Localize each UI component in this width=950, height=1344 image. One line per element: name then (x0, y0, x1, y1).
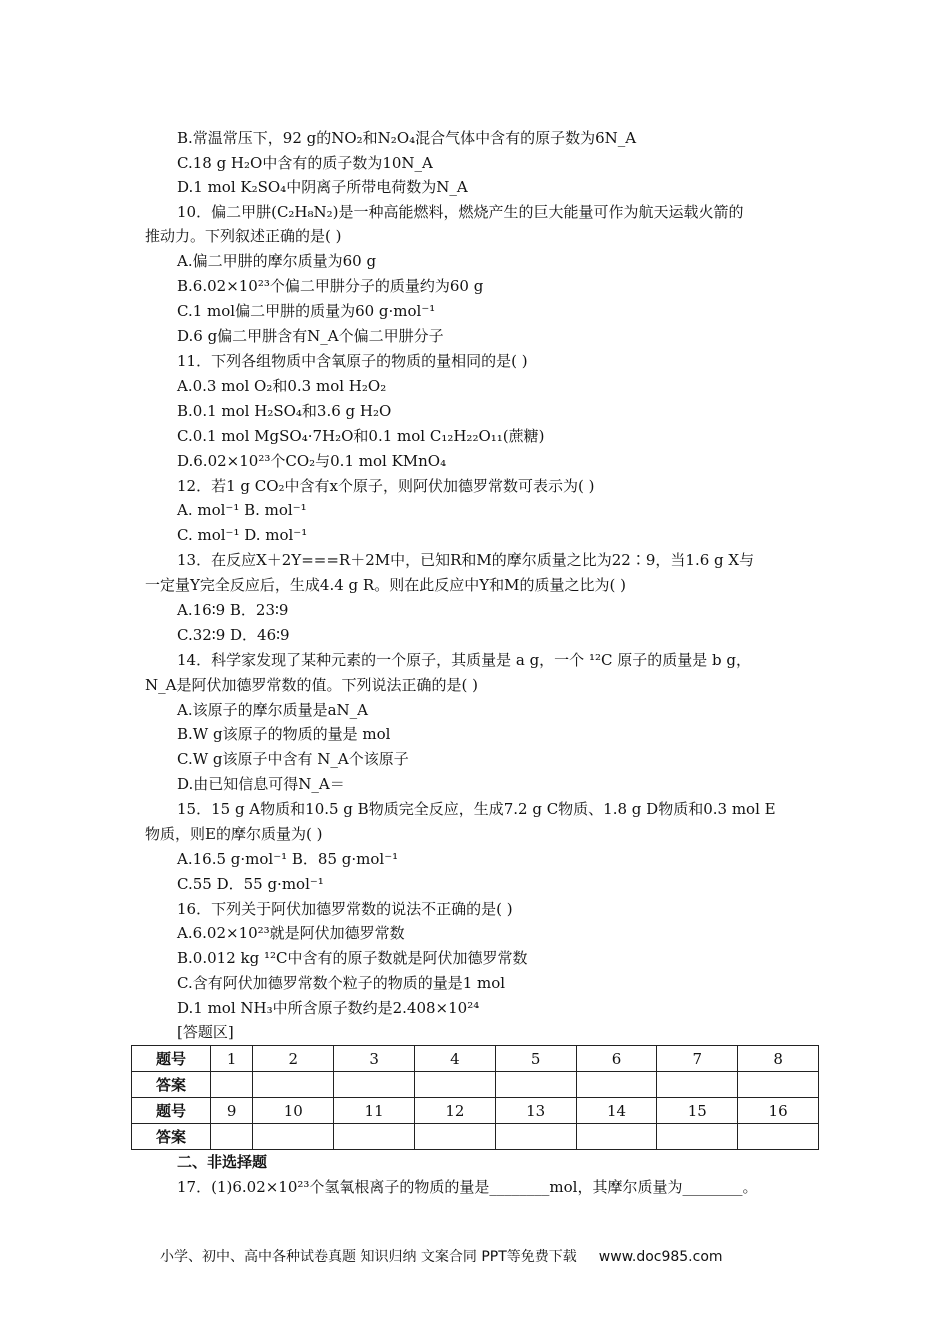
q14-option-c: C.W g该原子中含有 N_A个该原子 (177, 750, 409, 768)
answer-cell[interactable] (576, 1124, 657, 1150)
q11-option-d: D.6.02×10²³个CO₂与0.1 mol KMnO₄ (177, 452, 447, 470)
answer-area-label: [答题区] (177, 1023, 234, 1041)
q12-stem: 12．若1 g CO₂中含有x个原子，则阿伏加德罗常数可表示为( ) (177, 477, 595, 495)
question-number: 15 (657, 1098, 738, 1124)
answer-cell[interactable] (211, 1072, 253, 1098)
answer-cell[interactable] (415, 1124, 496, 1150)
answer-cell[interactable] (334, 1124, 415, 1150)
answer-cell[interactable] (253, 1124, 334, 1150)
q13-stem-2: 一定量Y完全反应后，生成4.4 g R。则在此反应中Y和M的质量之比为( ) (145, 576, 626, 594)
q9-option-d: D.1 mol K₂SO₄中阴离子所带电荷数为N_A (177, 178, 468, 196)
q12-options-ab: A. mol⁻¹ B. mol⁻¹ (177, 501, 307, 519)
answer-cell[interactable] (738, 1072, 819, 1098)
answer-cell[interactable] (211, 1124, 253, 1150)
question-number: 14 (576, 1098, 657, 1124)
answer-cell[interactable] (253, 1072, 334, 1098)
row-header-answer: 答案 (132, 1072, 211, 1098)
question-number: 6 (576, 1046, 657, 1072)
table-row (132, 1046, 819, 1072)
row-header-question: 题号 (132, 1046, 211, 1072)
q16-option-d: D.1 mol NH₃中所含原子数约是2.408×10²⁴ (177, 999, 480, 1017)
q15-stem-1: 15．15 g A物质和10.5 g B物质完全反应，生成7.2 g C物质、1.8 g D物质和0.3 mol E (177, 800, 776, 818)
question-number: 5 (495, 1046, 576, 1072)
q9-option-b: B.常温常压下，92 g的NO₂和N₂O₄混合气体中含有的原子数为6N_A (177, 129, 637, 147)
question-number: 12 (415, 1098, 496, 1124)
q10-option-b: B.6.02×10²³个偏二甲肼分子的质量约为60 g (177, 277, 484, 295)
row-header-question: 题号 (132, 1098, 211, 1124)
q10-option-c: C.1 mol偏二甲肼的质量为60 g·mol⁻¹ (177, 302, 436, 320)
q11-option-b: B.0.1 mol H₂SO₄和3.6 g H₂O (177, 402, 392, 420)
table-row (132, 1072, 819, 1098)
q11-option-c: C.0.1 mol MgSO₄·7H₂O和0.1 mol C₁₂H₂₂O₁₁(蔗糖) (177, 427, 545, 445)
answer-cell[interactable] (495, 1072, 576, 1098)
q14-stem-2: N_A是阿伏加德罗常数的值。下列说法正确的是( ) (145, 676, 478, 694)
answer-table (131, 1045, 819, 1150)
answer-cell[interactable] (657, 1124, 738, 1150)
answer-cell[interactable] (576, 1072, 657, 1098)
answer-cell[interactable] (657, 1072, 738, 1098)
footer (160, 1246, 723, 1266)
q13-stem-1: 13．在反应X＋2Y===R＋2M中，已知R和M的摩尔质量之比为22∶9，当1.6 g X与 (177, 551, 755, 569)
question-number: 9 (211, 1098, 253, 1124)
table-row (132, 1098, 819, 1124)
question-number: 16 (738, 1098, 819, 1124)
question-number: 4 (415, 1046, 496, 1072)
question-number: 7 (657, 1046, 738, 1072)
footer-text: 小学、初中、高中各种试卷真题 知识归纳 文案合同 PPT等免费下载 (160, 1249, 577, 1265)
answer-cell[interactable] (415, 1072, 496, 1098)
q14-option-b: B.W g该原子的物质的量是 mol (177, 725, 391, 743)
q16-stem: 16．下列关于阿伏加德罗常数的说法不正确的是( ) (177, 900, 513, 918)
q15-options-cd: C.55 D．55 g·mol⁻¹ (177, 875, 324, 893)
question-number: 1 (211, 1046, 253, 1072)
answer-cell[interactable] (495, 1124, 576, 1150)
question-number: 10 (253, 1098, 334, 1124)
row-header-answer: 答案 (132, 1124, 211, 1150)
q14-stem-1: 14．科学家发现了某种元素的一个原子，其质量是 a g，一个 ¹²C 原子的质量是 b g， (177, 651, 751, 669)
footer-url[interactable]: www.doc985.com (598, 1249, 723, 1265)
answer-cell[interactable] (334, 1072, 415, 1098)
question-number: 2 (253, 1046, 334, 1072)
q15-stem-2: 物质，则E的摩尔质量为( ) (145, 825, 323, 843)
q10-stem-1: 10．偏二甲肼(C₂H₈N₂)是一种高能燃料，燃烧产生的巨大能量可作为航天运载火箭的 (177, 203, 744, 221)
q10-option-d: D.6 g偏二甲肼含有N_A个偏二甲肼分子 (177, 327, 444, 345)
q13-options-cd: C.32∶9 D．46∶9 (177, 626, 290, 644)
answer-cell[interactable] (738, 1124, 819, 1150)
q11-stem: 11．下列各组物质中含氧原子的物质的量相同的是( ) (177, 352, 528, 370)
section-heading: 二、非选择题 (177, 1153, 268, 1171)
q11-option-a: A.0.3 mol O₂和0.3 mol H₂O₂ (177, 377, 387, 395)
question-number: 11 (334, 1098, 415, 1124)
table-row (132, 1124, 819, 1150)
q17-stem: 17．(1)6.02×10²³个氢氧根离子的物质的量是________mol，其摩尔质量为________。 (177, 1178, 758, 1196)
q14-option-a: A.该原子的摩尔质量是aN_A (177, 701, 369, 719)
q16-option-c: C.含有阿伏加德罗常数个粒子的物质的量是1 mol (177, 974, 506, 992)
question-number: 13 (495, 1098, 576, 1124)
q9-option-c: C.18 g H₂O中含有的质子数为10N_A (177, 154, 433, 172)
q16-option-b: B.0.012 kg ¹²C中含有的原子数就是阿伏加德罗常数 (177, 949, 528, 967)
q13-options-ab: A.16∶9 B．23∶9 (177, 601, 289, 619)
q10-option-a: A.偏二甲肼的摩尔质量为60 g (177, 252, 377, 270)
q14-option-d: D.由已知信息可得N_A＝ (177, 775, 345, 793)
q16-option-a: A.6.02×10²³就是阿伏加德罗常数 (177, 924, 405, 942)
question-number: 3 (334, 1046, 415, 1072)
q12-options-cd: C. mol⁻¹ D. mol⁻¹ (177, 526, 308, 544)
question-number: 8 (738, 1046, 819, 1072)
q10-stem-2: 推动力。下列叙述正确的是( ) (145, 227, 342, 245)
q15-options-ab: A.16.5 g·mol⁻¹ B．85 g·mol⁻¹ (177, 850, 399, 868)
